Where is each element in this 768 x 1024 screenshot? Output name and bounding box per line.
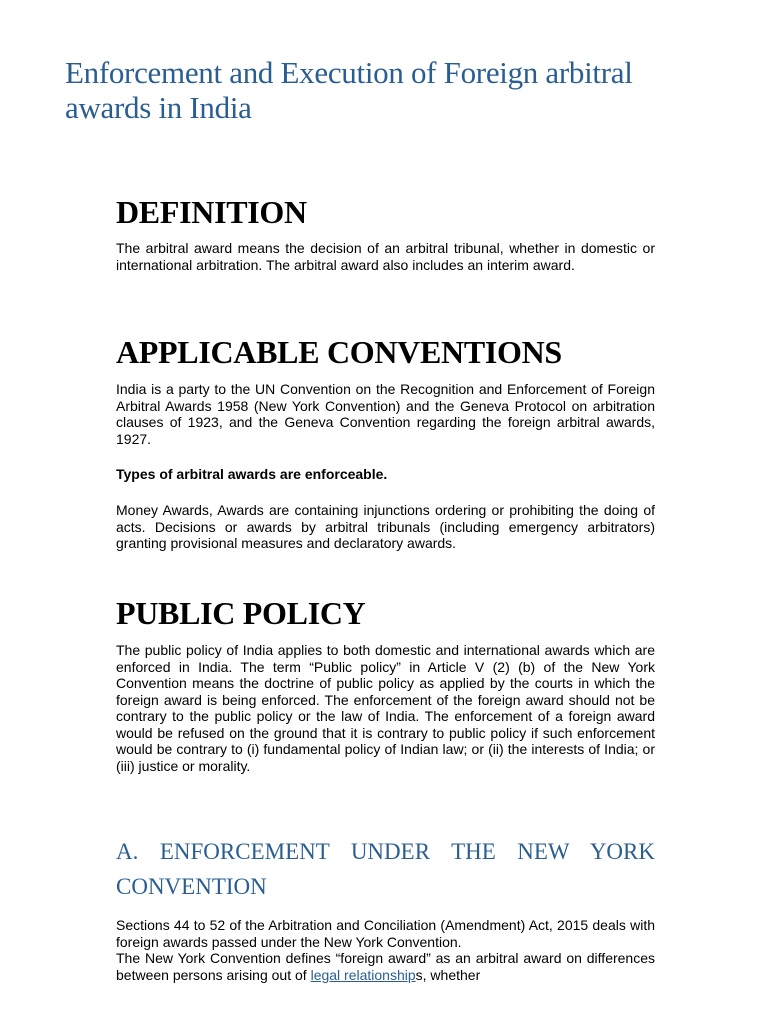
new-york-text-2-start: The New York Convention defines “foreign award” as an arbitral award on differences between persons arising out of — [116, 950, 655, 983]
legal-relationships-link[interactable]: legal relationship — [310, 966, 416, 983]
public-policy-section — [116, 595, 655, 631]
public-policy-heading: PUBLIC POLICY — [116, 595, 366, 631]
enforceable-types-subheading: Types of arbitral awards are enforceable. — [116, 466, 388, 482]
document-title: Enforcement and Execution of Foreign arbitral awards in India — [65, 55, 633, 125]
new-york-text-2-end: s, whether — [415, 966, 481, 983]
definition-text: The arbitral award means the decision of an arbitral tribunal, whether in domestic or international arbitration. The arbitral award also includes an interim award. — [116, 240, 655, 273]
new-york-section — [116, 834, 655, 904]
definition-heading: DEFINITION — [116, 194, 307, 230]
new-york-heading: A. ENFORCEMENT UNDER THE NEW YORK CONVENTION — [116, 839, 655, 899]
definition-section — [116, 194, 655, 230]
new-york-text-1: Sections 44 to 52 of the Arbitration and Conciliation (Amendment) Act, 2015 deals with foreign awards passed under the New York Convention. — [116, 917, 655, 950]
new-york-text-2 — [116, 950, 655, 983]
conventions-text: India is a party to the UN Convention on the Recognition and Enforcement of Foreign Arbitral Awards 1958 (New York Convention) and the Geneva Protocol on arbitration clauses of 1923, and the Geneva Convention regarding the foreign arbitral awards, 1927. — [116, 381, 655, 447]
public-policy-text: The public policy of India applies to both domestic and international awards which are enforced in India. The term “Public policy” in Article V (2) (b) of the New York Convention means the doctrine of public policy as applied by the courts in which the foreign award is being enforced. The enforcement of the foreign award should not be contrary to the public policy or the law of India. The enforcement of a foreign award would be refused on the ground that it is contrary to public policy if such enforcement would be contrary to (i) fundamental policy of Indian law; or (ii) the interests of India; or (iii) justice or morality. — [116, 642, 655, 774]
conventions-section — [116, 334, 655, 370]
conventions-heading: APPLICABLE CONVENTIONS — [116, 334, 562, 370]
enforceable-types-text: Money Awards, Awards are containing injunctions ordering or prohibiting the doing of acts. Decisions or awards by arbitral tribunals (including emergency arbitrators) granting provisional measures and declaratory awards. — [116, 502, 655, 551]
